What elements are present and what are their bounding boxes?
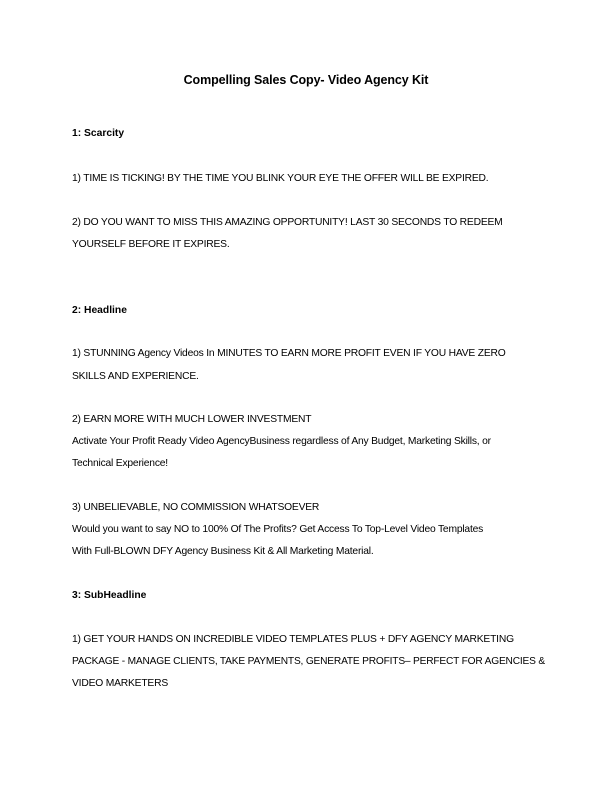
document-title: Compelling Sales Copy- Video Agency Kit (183, 73, 429, 87)
headline-line-7: Would you want to say NO to 100% Of The Profits? Get Access To Top-Level Video Templates (72, 524, 484, 535)
section-heading-headline: 2: Headline (72, 305, 127, 316)
subheadline-line-2: PACKAGE - MANAGE CLIENTS, TAKE PAYMENTS, GENERATE PROFITS– PERFECT FOR AGENCIES & (72, 656, 545, 667)
headline-line-6: 3) UNBELIEVABLE, NO COMMISSION WHATSOEVER (72, 502, 320, 513)
scarcity-line-3: YOURSELF BEFORE IT EXPIRES. (72, 239, 230, 250)
headline-line-5: Technical Experience! (72, 458, 168, 469)
section-heading-scarcity: 1: Scarcity (72, 128, 125, 139)
headline-line-3: 2) EARN MORE WITH MUCH LOWER INVESTMENT (72, 414, 312, 425)
subheadline-line-3: VIDEO MARKETERS (72, 678, 168, 689)
headline-line-8: With Full-BLOWN DFY Agency Business Kit & All Marketing Material. (72, 546, 374, 557)
section-heading-subheadline: 3: SubHeadline (72, 590, 147, 601)
scarcity-line-1: 1) TIME IS TICKING! BY THE TIME YOU BLINK YOUR EYE THE OFFER WILL BE EXPIRED. (72, 173, 489, 184)
headline-line-4: Activate Your Profit Ready Video AgencyBusiness regardless of Any Budget, Marketing Skills, or (72, 436, 491, 447)
subheadline-line-1: 1) GET YOUR HANDS ON INCREDIBLE VIDEO TEMPLATES PLUS + DFY AGENCY MARKETING (72, 634, 514, 645)
headline-line-2: SKILLS AND EXPERIENCE. (72, 371, 199, 382)
scarcity-line-2: 2) DO YOU WANT TO MISS THIS AMAZING OPPORTUNITY! LAST 30 SECONDS TO REDEEM (72, 217, 503, 228)
headline-line-1: 1) STUNNING Agency Videos In MINUTES TO EARN MORE PROFIT EVEN IF YOU HAVE ZERO (72, 348, 506, 359)
